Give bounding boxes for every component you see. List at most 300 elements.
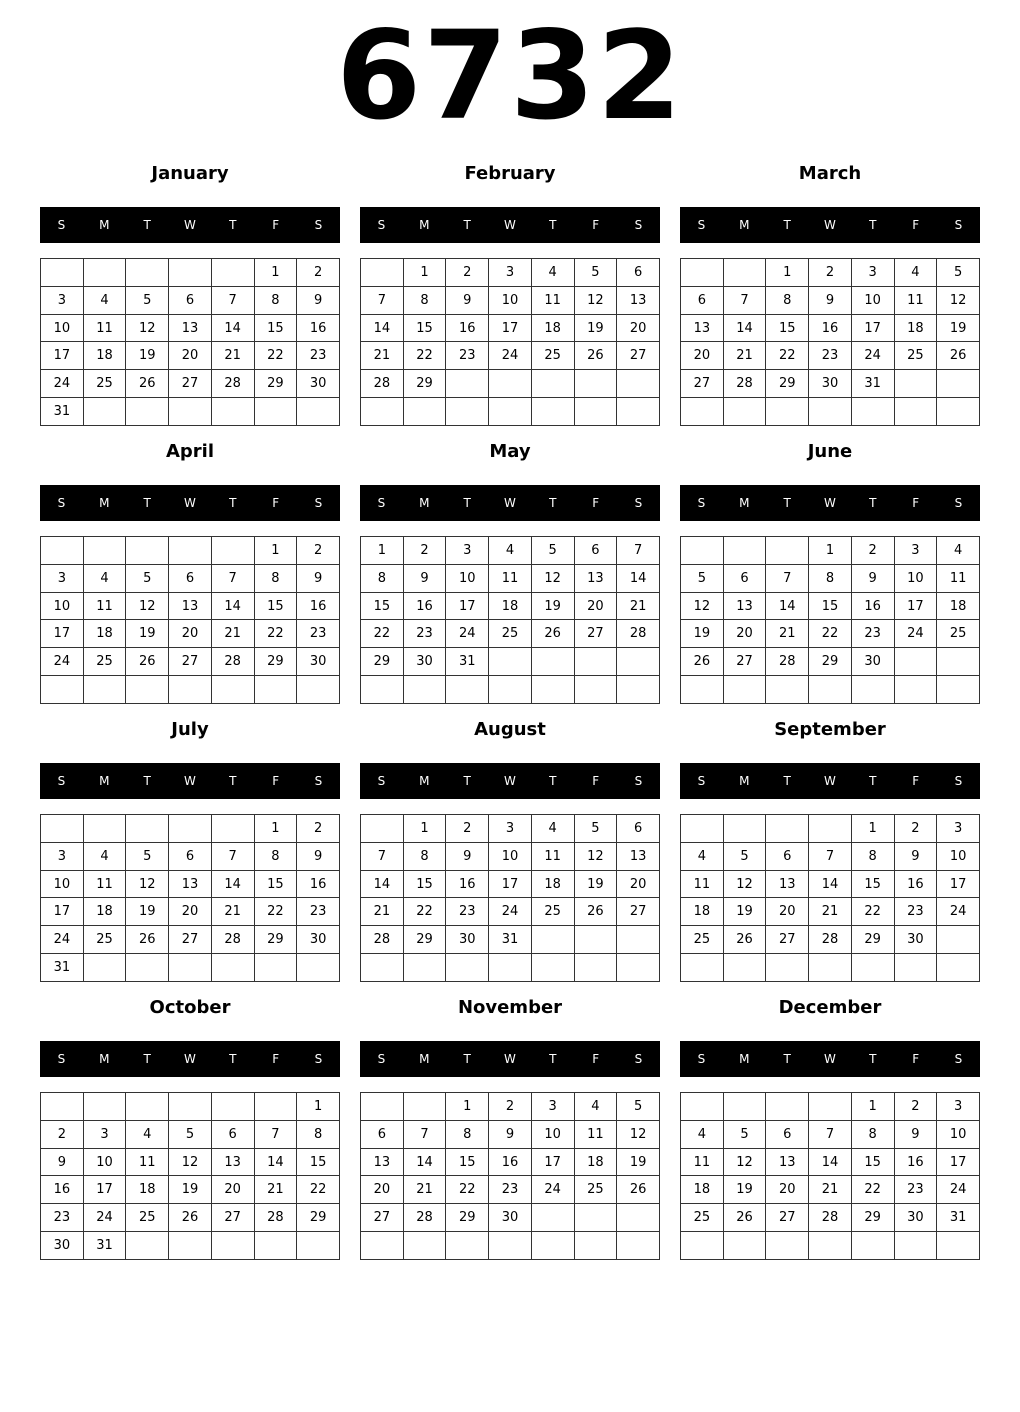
day-cell: 21 xyxy=(211,620,254,648)
day-cell: 22 xyxy=(254,342,297,370)
day-cell: 21 xyxy=(723,342,766,370)
weekday-label: T xyxy=(783,218,791,232)
day-cell: 2 xyxy=(297,537,340,565)
day-grid xyxy=(360,1092,660,1260)
weekday-label: T xyxy=(783,774,791,788)
day-cell xyxy=(126,954,169,982)
day-cell: 26 xyxy=(723,926,766,954)
weekday-label: W xyxy=(824,774,836,788)
weekday-label: F xyxy=(912,496,920,510)
day-cell: 10 xyxy=(489,286,532,314)
day-cell: 6 xyxy=(169,286,212,314)
day-cell: 19 xyxy=(681,620,724,648)
day-cell: 16 xyxy=(446,314,489,342)
day-cell xyxy=(617,1204,660,1232)
day-cell: 11 xyxy=(83,314,126,342)
weekday-label: W xyxy=(824,218,836,232)
day-cell xyxy=(254,1093,297,1121)
day-cell: 24 xyxy=(937,1176,980,1204)
day-cell xyxy=(531,926,574,954)
day-cell: 23 xyxy=(446,342,489,370)
month-name: December xyxy=(778,997,882,1018)
day-cell: 9 xyxy=(489,1120,532,1148)
day-cell: 21 xyxy=(211,898,254,926)
day-cell: 12 xyxy=(617,1120,660,1148)
month-name: August xyxy=(474,719,546,740)
week-row xyxy=(681,314,980,342)
day-cell: 8 xyxy=(851,842,894,870)
day-cell xyxy=(766,1093,809,1121)
day-cell xyxy=(489,370,532,398)
day-cell: 2 xyxy=(809,259,852,287)
weekday-label: T xyxy=(869,774,877,788)
weekday-label: M xyxy=(739,774,750,788)
weekday-label: F xyxy=(272,1052,280,1066)
day-cell: 16 xyxy=(297,314,340,342)
day-cell xyxy=(809,1232,852,1260)
day-cell: 26 xyxy=(126,370,169,398)
day-cell: 30 xyxy=(403,648,446,676)
day-cell: 6 xyxy=(766,842,809,870)
day-cell xyxy=(489,398,532,426)
weekday-label: M xyxy=(99,496,110,510)
day-cell: 4 xyxy=(83,564,126,592)
day-cell: 8 xyxy=(446,1120,489,1148)
day-cell xyxy=(574,676,617,704)
weekday-label: T xyxy=(463,496,471,510)
day-cell: 14 xyxy=(617,564,660,592)
week-row xyxy=(361,259,660,287)
weekday-label: M xyxy=(419,496,430,510)
week-row xyxy=(41,286,340,314)
day-cell xyxy=(211,537,254,565)
day-cell: 2 xyxy=(851,537,894,565)
day-cell: 7 xyxy=(723,286,766,314)
day-cell: 10 xyxy=(83,1148,126,1176)
day-cell: 21 xyxy=(361,898,404,926)
day-cell: 7 xyxy=(403,1120,446,1148)
day-cell: 16 xyxy=(894,1148,937,1176)
weekday-label: S xyxy=(954,496,963,510)
week-row xyxy=(681,1120,980,1148)
day-cell xyxy=(361,259,404,287)
day-cell xyxy=(617,926,660,954)
day-cell xyxy=(723,398,766,426)
day-cell: 30 xyxy=(809,370,852,398)
day-cell: 14 xyxy=(254,1148,297,1176)
day-cell xyxy=(83,259,126,287)
day-cell: 9 xyxy=(894,842,937,870)
day-cell: 12 xyxy=(681,592,724,620)
day-cell: 29 xyxy=(851,1204,894,1232)
week-row xyxy=(41,259,340,287)
week-row xyxy=(681,1176,980,1204)
day-cell: 2 xyxy=(446,815,489,843)
day-cell: 11 xyxy=(83,870,126,898)
day-cell: 26 xyxy=(617,1176,660,1204)
day-cell: 13 xyxy=(681,314,724,342)
day-cell: 1 xyxy=(766,259,809,287)
day-cell xyxy=(531,398,574,426)
week-row xyxy=(41,370,340,398)
day-cell: 19 xyxy=(723,1176,766,1204)
week-row xyxy=(681,620,980,648)
day-cell xyxy=(681,676,724,704)
day-cell: 3 xyxy=(851,259,894,287)
day-cell: 30 xyxy=(41,1232,84,1260)
weekday-label: S xyxy=(697,774,706,788)
day-cell: 16 xyxy=(851,592,894,620)
day-cell xyxy=(361,1093,404,1121)
weekday-label: S xyxy=(314,496,323,510)
day-cell xyxy=(894,398,937,426)
weekday-label: S xyxy=(57,1052,66,1066)
day-cell xyxy=(83,815,126,843)
day-cell xyxy=(169,398,212,426)
day-cell: 7 xyxy=(254,1120,297,1148)
day-cell: 3 xyxy=(894,537,937,565)
weekday-header xyxy=(360,485,660,521)
week-row xyxy=(681,648,980,676)
weekday-label: S xyxy=(57,218,66,232)
week-row xyxy=(361,954,660,982)
day-cell: 24 xyxy=(41,926,84,954)
day-cell: 9 xyxy=(809,286,852,314)
day-cell: 30 xyxy=(894,1204,937,1232)
day-cell: 5 xyxy=(937,259,980,287)
day-cell: 31 xyxy=(83,1232,126,1260)
day-cell: 15 xyxy=(766,314,809,342)
day-cell: 12 xyxy=(574,286,617,314)
day-cell: 4 xyxy=(83,842,126,870)
week-row xyxy=(41,676,340,704)
day-cell xyxy=(766,954,809,982)
weekday-label: T xyxy=(229,1052,237,1066)
day-cell: 11 xyxy=(83,592,126,620)
day-cell: 11 xyxy=(681,870,724,898)
weekday-label: S xyxy=(954,218,963,232)
day-cell xyxy=(809,1093,852,1121)
week-row xyxy=(361,898,660,926)
day-cell xyxy=(446,370,489,398)
weekday-header xyxy=(680,763,980,799)
day-cell: 3 xyxy=(489,815,532,843)
day-cell: 16 xyxy=(894,870,937,898)
day-cell: 4 xyxy=(681,1120,724,1148)
day-cell xyxy=(211,1232,254,1260)
day-cell xyxy=(766,398,809,426)
day-cell xyxy=(531,370,574,398)
day-cell xyxy=(809,398,852,426)
day-cell: 12 xyxy=(723,1148,766,1176)
day-cell: 27 xyxy=(211,1204,254,1232)
day-cell: 14 xyxy=(723,314,766,342)
weekday-label: W xyxy=(504,774,516,788)
weekday-label: T xyxy=(549,1052,557,1066)
day-cell: 24 xyxy=(937,898,980,926)
day-cell xyxy=(851,1232,894,1260)
day-cell: 3 xyxy=(446,537,489,565)
day-cell: 12 xyxy=(574,842,617,870)
day-cell: 22 xyxy=(254,898,297,926)
weekday-label: S xyxy=(697,496,706,510)
day-cell: 27 xyxy=(617,342,660,370)
day-cell: 9 xyxy=(446,842,489,870)
day-cell: 15 xyxy=(403,314,446,342)
day-cell: 5 xyxy=(126,286,169,314)
day-cell: 15 xyxy=(809,592,852,620)
day-cell: 30 xyxy=(297,926,340,954)
week-row xyxy=(361,648,660,676)
weekday-label: S xyxy=(377,496,386,510)
day-cell xyxy=(531,648,574,676)
day-cell xyxy=(126,398,169,426)
day-cell: 20 xyxy=(169,342,212,370)
day-cell xyxy=(681,537,724,565)
day-cell xyxy=(723,676,766,704)
day-cell: 16 xyxy=(489,1148,532,1176)
day-cell xyxy=(617,1232,660,1260)
day-cell: 26 xyxy=(126,648,169,676)
weekday-label: T xyxy=(463,218,471,232)
week-row xyxy=(41,537,340,565)
day-cell xyxy=(297,954,340,982)
day-cell: 27 xyxy=(617,898,660,926)
day-grid xyxy=(680,258,980,426)
day-cell: 7 xyxy=(809,842,852,870)
weekday-label: F xyxy=(912,1052,920,1066)
day-cell: 29 xyxy=(446,1204,489,1232)
day-cell: 18 xyxy=(83,620,126,648)
week-row xyxy=(41,954,340,982)
day-cell: 1 xyxy=(361,537,404,565)
week-row xyxy=(361,398,660,426)
day-cell: 7 xyxy=(361,842,404,870)
day-cell: 6 xyxy=(681,286,724,314)
day-cell: 25 xyxy=(126,1204,169,1232)
weekday-label: T xyxy=(143,218,151,232)
day-cell xyxy=(297,676,340,704)
day-cell: 8 xyxy=(403,286,446,314)
week-row xyxy=(361,1148,660,1176)
day-cell: 25 xyxy=(574,1176,617,1204)
day-cell xyxy=(83,537,126,565)
weekday-label: F xyxy=(592,774,600,788)
day-cell: 20 xyxy=(723,620,766,648)
day-cell: 13 xyxy=(766,870,809,898)
day-cell: 15 xyxy=(446,1148,489,1176)
weekday-label: S xyxy=(377,1052,386,1066)
day-cell: 18 xyxy=(531,314,574,342)
day-cell xyxy=(894,648,937,676)
weekday-header xyxy=(680,485,980,521)
day-cell: 11 xyxy=(894,286,937,314)
day-cell: 20 xyxy=(211,1176,254,1204)
month-name: November xyxy=(457,997,563,1018)
day-cell: 13 xyxy=(617,286,660,314)
day-cell: 19 xyxy=(617,1148,660,1176)
day-cell: 6 xyxy=(574,537,617,565)
month-name: June xyxy=(807,441,853,462)
day-cell xyxy=(531,1232,574,1260)
day-cell: 3 xyxy=(937,1093,980,1121)
day-cell: 6 xyxy=(169,564,212,592)
week-row xyxy=(681,898,980,926)
weekday-label: T xyxy=(229,774,237,788)
day-cell xyxy=(169,259,212,287)
day-cell: 10 xyxy=(851,286,894,314)
day-cell: 19 xyxy=(937,314,980,342)
day-cell xyxy=(211,259,254,287)
day-cell: 28 xyxy=(361,926,404,954)
day-cell: 26 xyxy=(531,620,574,648)
month-name: July xyxy=(171,719,209,740)
weekday-label: T xyxy=(463,1052,471,1066)
week-row xyxy=(681,676,980,704)
day-cell: 4 xyxy=(126,1120,169,1148)
day-cell xyxy=(489,648,532,676)
day-cell: 20 xyxy=(766,898,809,926)
day-cell: 7 xyxy=(211,564,254,592)
day-cell xyxy=(446,676,489,704)
day-cell: 14 xyxy=(361,314,404,342)
week-row xyxy=(681,1148,980,1176)
weekday-label: S xyxy=(697,218,706,232)
weekday-header xyxy=(360,1041,660,1077)
day-cell: 19 xyxy=(126,342,169,370)
day-cell xyxy=(126,259,169,287)
day-cell: 26 xyxy=(574,898,617,926)
day-cell: 23 xyxy=(894,898,937,926)
week-row xyxy=(681,926,980,954)
weekday-header xyxy=(360,763,660,799)
day-cell: 29 xyxy=(851,926,894,954)
day-cell: 13 xyxy=(211,1148,254,1176)
day-cell: 12 xyxy=(531,564,574,592)
day-cell: 27 xyxy=(169,370,212,398)
day-cell: 10 xyxy=(489,842,532,870)
day-cell: 24 xyxy=(531,1176,574,1204)
day-cell: 9 xyxy=(403,564,446,592)
day-cell: 25 xyxy=(681,926,724,954)
week-row xyxy=(361,592,660,620)
week-row xyxy=(361,1204,660,1232)
day-cell xyxy=(211,398,254,426)
weekday-label: T xyxy=(143,496,151,510)
week-row xyxy=(361,842,660,870)
week-row xyxy=(41,620,340,648)
week-row xyxy=(361,926,660,954)
day-cell xyxy=(446,1232,489,1260)
day-cell xyxy=(403,1232,446,1260)
day-cell xyxy=(531,676,574,704)
week-row xyxy=(681,592,980,620)
day-cell: 17 xyxy=(894,592,937,620)
weekday-label: S xyxy=(697,1052,706,1066)
day-cell: 4 xyxy=(937,537,980,565)
day-cell xyxy=(851,398,894,426)
day-cell xyxy=(617,676,660,704)
day-cell: 13 xyxy=(169,592,212,620)
day-cell xyxy=(723,954,766,982)
weekday-label: W xyxy=(184,218,196,232)
day-cell: 9 xyxy=(297,842,340,870)
day-cell xyxy=(126,1093,169,1121)
day-cell: 10 xyxy=(41,592,84,620)
day-cell: 8 xyxy=(851,1120,894,1148)
day-cell xyxy=(894,370,937,398)
day-cell: 8 xyxy=(403,842,446,870)
weekday-label: S xyxy=(634,774,643,788)
day-cell xyxy=(937,648,980,676)
day-cell: 3 xyxy=(937,815,980,843)
day-cell xyxy=(361,1232,404,1260)
day-cell: 2 xyxy=(894,815,937,843)
day-cell: 25 xyxy=(531,342,574,370)
month-name: February xyxy=(464,163,556,184)
day-cell: 25 xyxy=(489,620,532,648)
weekday-label: M xyxy=(419,218,430,232)
day-cell xyxy=(489,676,532,704)
day-cell: 28 xyxy=(211,648,254,676)
day-cell: 14 xyxy=(211,314,254,342)
weekday-label: S xyxy=(314,218,323,232)
week-row xyxy=(41,342,340,370)
month-name: May xyxy=(489,441,531,462)
day-cell: 14 xyxy=(211,592,254,620)
weekday-label: S xyxy=(634,1052,643,1066)
day-cell: 29 xyxy=(254,926,297,954)
day-cell: 21 xyxy=(809,1176,852,1204)
day-cell xyxy=(574,648,617,676)
day-cell xyxy=(211,1093,254,1121)
day-cell: 12 xyxy=(126,314,169,342)
weekday-header xyxy=(360,207,660,243)
day-cell xyxy=(681,259,724,287)
day-cell: 9 xyxy=(41,1148,84,1176)
day-cell: 11 xyxy=(574,1120,617,1148)
weekday-header xyxy=(680,1041,980,1077)
week-row xyxy=(681,286,980,314)
weekday-label: T xyxy=(783,496,791,510)
day-cell xyxy=(723,537,766,565)
day-cell: 6 xyxy=(211,1120,254,1148)
day-cell: 29 xyxy=(403,926,446,954)
day-cell: 2 xyxy=(297,815,340,843)
day-cell: 1 xyxy=(851,815,894,843)
day-cell: 27 xyxy=(169,926,212,954)
day-cell: 18 xyxy=(937,592,980,620)
week-row xyxy=(41,898,340,926)
day-cell: 5 xyxy=(574,815,617,843)
day-cell: 12 xyxy=(723,870,766,898)
day-cell xyxy=(723,259,766,287)
week-row xyxy=(361,286,660,314)
week-row xyxy=(681,537,980,565)
day-cell: 10 xyxy=(41,870,84,898)
weekday-header xyxy=(680,207,980,243)
day-cell xyxy=(83,398,126,426)
day-cell: 17 xyxy=(851,314,894,342)
day-cell: 8 xyxy=(766,286,809,314)
day-cell: 19 xyxy=(126,898,169,926)
day-cell: 7 xyxy=(809,1120,852,1148)
week-row xyxy=(681,370,980,398)
day-cell: 31 xyxy=(41,398,84,426)
week-row xyxy=(361,314,660,342)
day-cell xyxy=(446,954,489,982)
day-cell: 7 xyxy=(766,564,809,592)
